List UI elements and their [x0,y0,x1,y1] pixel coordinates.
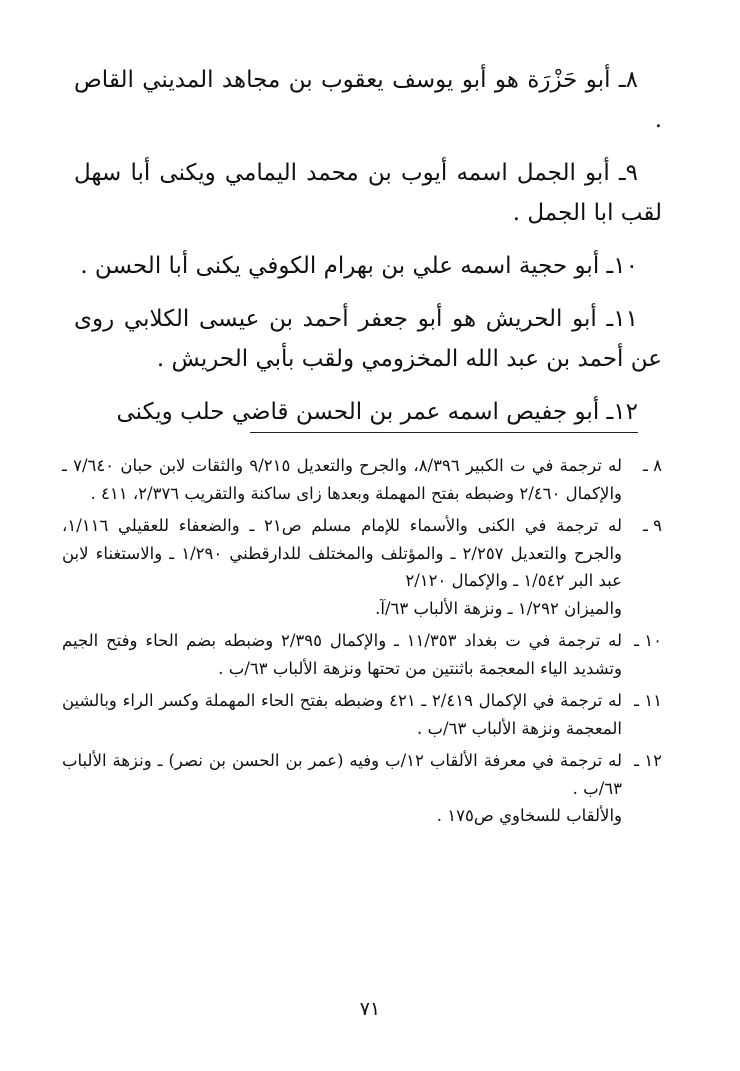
footnote-text: له ترجمة في معرفة الألقاب ١٢/ب وفيه (عمر بن الحسن بن نصر) ـ ونزهة الألباب ٦٣/ب . [62,751,622,798]
footnote-divider [250,432,638,433]
entry-8 [74,60,662,140]
footnote-number: ١٠ ـ [634,631,662,650]
entry-10 [74,246,662,286]
entry-text: أبو الحريش هو أبو جعفر أحمد بن عيسى الكلابي روى عن أحمد بن عبد الله المخزومي ولقب بأبي الحريش . [74,306,662,372]
main-text [74,60,662,445]
entry-11 [74,299,662,379]
entry-text: أبو حَزْرَة هو أبو يوسف يعقوب بن مجاهد المديني القاص . [74,67,662,133]
footnote-number: ٩ ـ [643,516,662,535]
footnote-8 [62,452,662,507]
entry-9 [74,153,662,233]
page-number: ٧١ [359,998,381,1020]
footnote-number: ٨ ـ [643,456,662,475]
footnote-text: له ترجمة في ت الكبير ٨/٣٩٦، والجرح والتعديل ٩/٢١٥ والثقات لابن حبان ٧/٦٤٠ ـ والإكمال ٢/٤٦٠ وضبطه بفتح المهملة وبعدها زاى ساكنة والتقريب ٢/٣٧٦، ٤١١ . [62,456,622,503]
footnote-text: له ترجمة في الإكمال ٢/٤١٩ ـ ٤٢١ وضبطه بفتح الحاء المهملة وكسر الراء وبالشين المعجمة ونزهة الألباب ٦٣/ب . [62,691,622,738]
footnote-12 [62,747,662,830]
footnote-number: ١٢ ـ [634,751,662,770]
entry-number: ١٠ـ [606,253,638,279]
entry-text: أبو حجية اسمه علي بن بهرام الكوفي يكنى أبا الحسن . [80,253,600,279]
footnote-10 [62,627,662,682]
footnote-text: له ترجمة في الكنى والأسماء للإمام مسلم ص٢١ ـ والضعفاء للعقيلي ١/١١٦، والجرح والتعديل ٢/٢٥٧ ـ والمؤتلف والمختلف للدارقطني ١/٢٩٠ ـ والاستغناء لابن عبد البر ١/٥٤٢ ـ والإكمال ٢/١٢٠ [62,516,623,590]
footnote-text: له ترجمة في ت بغداد ١١/٣٥٣ ـ والإكمال ٢/٣٩٥ وضبطه بضم الحاء وفتح الجيم وتشديد الياء المعجمة باثنتين من تحتها ونزهة الألباب ٦٣/ب . [62,631,623,678]
footnote-9 [62,512,662,622]
entry-number: ١١ـ [606,306,638,332]
entry-number: ٨ـ [618,67,638,93]
footnote-continuation: والميزان ١/٢٩٢ ـ ونزهة الألباب ٦٣/آ. [375,598,622,618]
footnote-11 [62,687,662,742]
entry-12 [74,392,662,432]
footnotes [62,452,662,835]
footnote-number: ١١ ـ [634,691,662,710]
entry-text: أبو الجمل اسمه أيوب بن محمد اليمامي ويكنى أبا سهل لقب ابا الجمل . [74,160,662,226]
entry-text: أبو جفيص اسمه عمر بن الحسن قاضي حلب ويكنى [116,399,600,425]
footnote-continuation: والألقاب للسخاوي ص١٧٥ . [436,806,622,825]
entry-number: ١٢ـ [606,399,638,425]
entry-number: ٩ـ [618,160,638,186]
